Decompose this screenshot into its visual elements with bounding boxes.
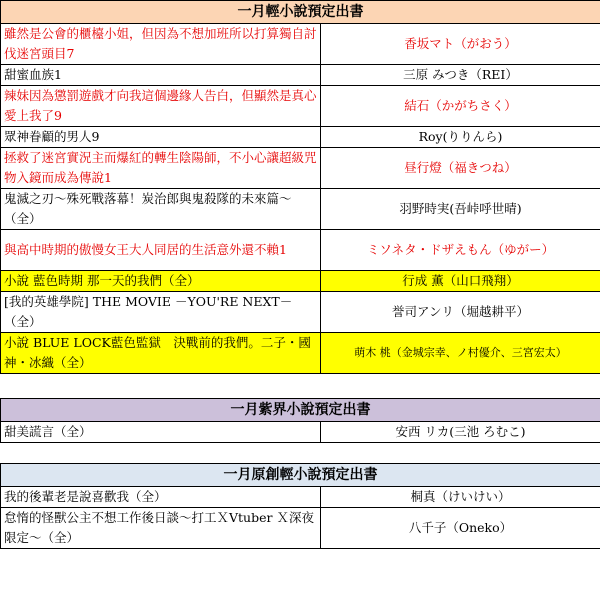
book-author: 誉司アンリ（堀越耕平） [321, 292, 600, 333]
book-author: 行成 薫（山口飛翔） [321, 271, 600, 292]
table-row [1, 230, 600, 271]
book-title: 小說 BLUE LOCK藍色監獄 決戰前的我們。二子・國神・冰織（全） [1, 333, 321, 374]
section-title: 一月紫界小說預定出書 [1, 399, 600, 422]
table-row [1, 422, 600, 443]
section-title: 一月原創輕小說預定出書 [1, 464, 600, 487]
book-title: 拯救了迷宮實況主而爆紅的轉生陰陽師，不小心讓超級咒物入鏡而成為傳說1 [1, 148, 321, 189]
book-author: 三原 みつき（REI） [321, 65, 600, 86]
section-header-row [1, 464, 600, 487]
book-title: 甜蜜血族1 [1, 65, 321, 86]
book-author: 香坂マト（がおう） [321, 24, 600, 65]
book-author: 昼行燈（福きつね） [321, 148, 600, 189]
table-row [1, 487, 600, 508]
section-header-row [1, 399, 600, 422]
book-author: 結石（かがちさく） [321, 86, 600, 127]
book-title: 鬼滅之刃～殊死戰落幕！炭治郎與鬼殺隊的未來篇～（全） [1, 189, 321, 230]
book-author: Roy(りりんら) [321, 127, 600, 148]
spacer [0, 443, 600, 463]
book-title: 辣妹因為懲罰遊戲才向我這個邊緣人告白，但顯然是真心愛上我了9 [1, 86, 321, 127]
book-author: 八千子（Oneko） [321, 508, 600, 549]
table-row [1, 292, 600, 333]
table-row [1, 86, 600, 127]
book-author: 羽野時実(吾峠呼世晴) [321, 189, 600, 230]
section-header-row [1, 1, 600, 24]
bl-novel-table [0, 398, 600, 443]
table-row [1, 189, 600, 230]
book-title: 甜美謊言（全） [1, 422, 321, 443]
original-novel-table [0, 463, 600, 549]
book-title: 與高中時期的傲慢女王大人同居的生活意外還不賴1 [1, 230, 321, 271]
table-row [1, 508, 600, 549]
spacer [0, 374, 600, 398]
book-title: 我的後輩老是說喜歡我（全） [1, 487, 321, 508]
book-author: 安西 リカ(三池 ろむこ) [321, 422, 600, 443]
table-row [1, 65, 600, 86]
table-row [1, 148, 600, 189]
section-title: 一月輕小說預定出書 [1, 1, 600, 24]
book-title: [我的英雄學院] THE MOVIE －YOU'RE NEXT－（全） [1, 292, 321, 333]
book-title: 怠惰的怪獸公主不想工作後日談～打工ＸVtuber Ｘ深夜限定～（全） [1, 508, 321, 549]
table-row [1, 333, 600, 374]
table-row [1, 271, 600, 292]
book-title: 雖然是公會的櫃檯小姐，但因為不想加班所以打算獨自討伐迷宮頭目7 [1, 24, 321, 65]
table-row [1, 24, 600, 65]
book-title: 眾神眷顧的男人9 [1, 127, 321, 148]
book-author: 桐真（けいけい） [321, 487, 600, 508]
book-author: ミソネタ・ドザえもん（ゆがー） [321, 230, 600, 271]
book-title: 小說 藍色時期 那一天的我們（全） [1, 271, 321, 292]
book-author: 萌木 桃（金城宗幸、ノ村優介、三宮宏太） [321, 333, 600, 374]
table-row [1, 127, 600, 148]
